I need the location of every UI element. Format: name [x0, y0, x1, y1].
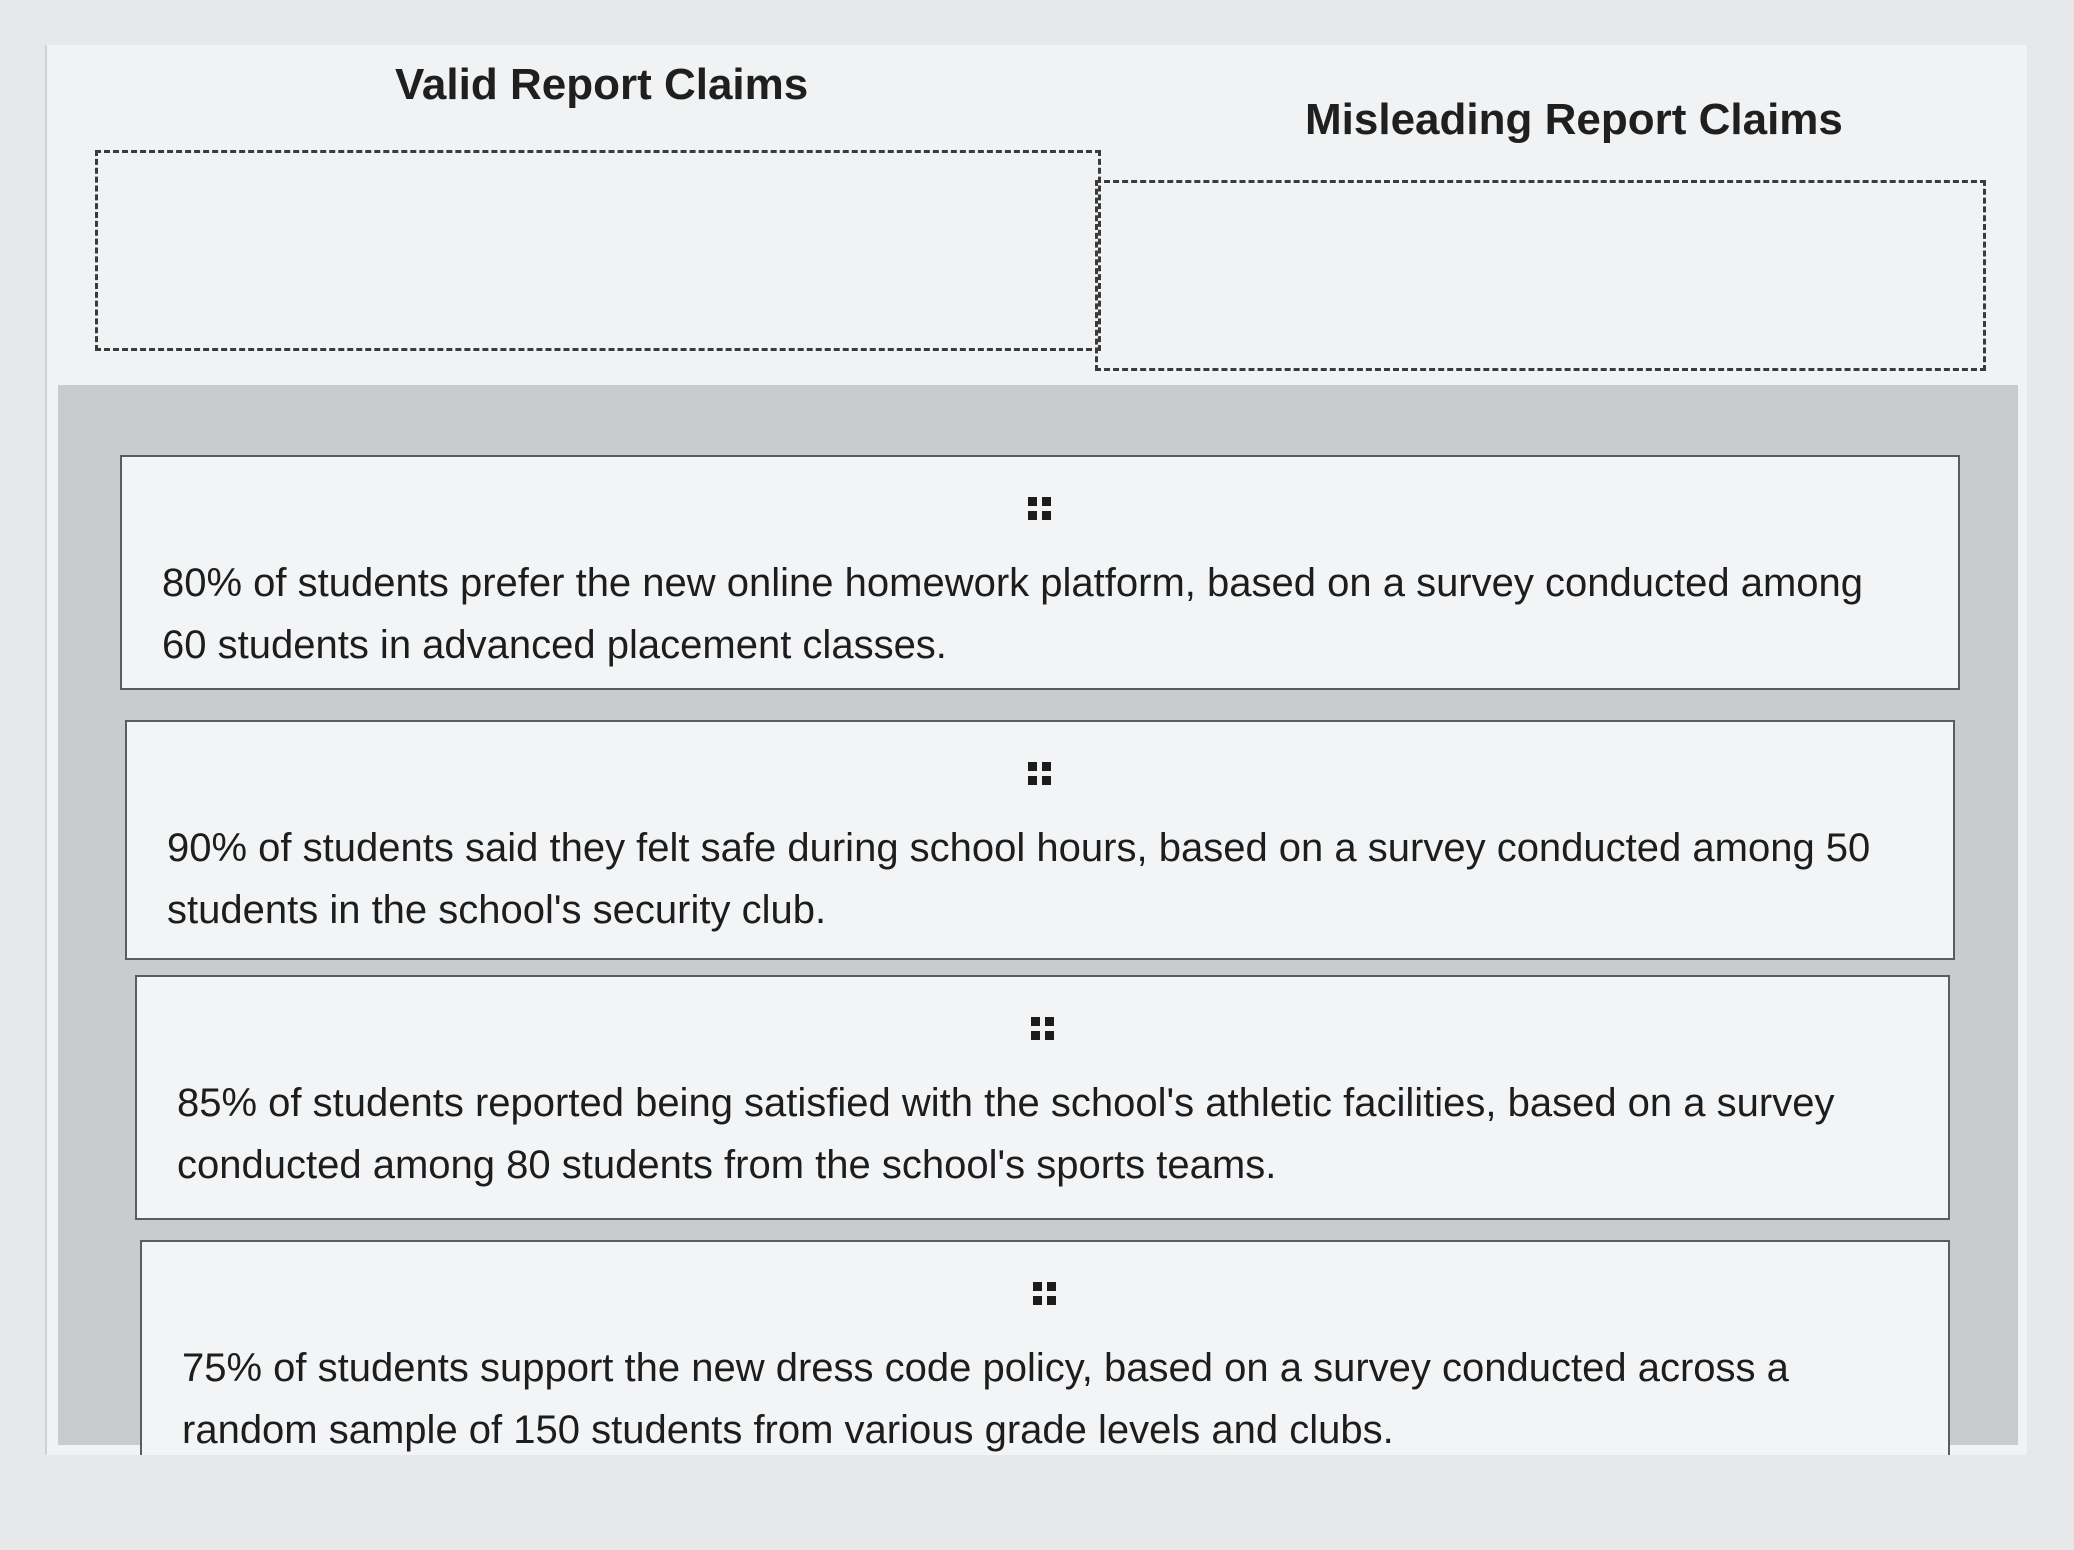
claim-text: 80% of students prefer the new online homework platform, based on a survey conducted among 60 students in advanced placement classes. [162, 561, 1863, 667]
claim-card[interactable] [125, 720, 1955, 960]
claim-card[interactable] [120, 455, 1960, 690]
claim-card[interactable] [135, 975, 1950, 1220]
misleading-claims-dropzone[interactable] [1095, 180, 1986, 371]
claim-text: 90% of students said they felt safe during school hours, based on a survey conducted among 50 students in the school's security club. [167, 826, 1871, 932]
claim-text: 85% of students reported being satisfied with the school's athletic facilities, based on a survey conducted among 80 students from the school's sports teams. [177, 1081, 1835, 1187]
claim-card[interactable] [140, 1240, 1950, 1455]
claim-text: 75% of students support the new dress code policy, based on a survey conducted across a random sample of 150 students from various grade levels and clubs. [182, 1346, 1789, 1452]
drag-handle-icon[interactable] [1028, 497, 1052, 521]
misleading-claims-title: Misleading Report Claims [1305, 95, 1843, 144]
drag-handle-icon[interactable] [1028, 762, 1052, 786]
drag-handle-icon[interactable] [1031, 1017, 1055, 1041]
drag-handle-icon[interactable] [1033, 1282, 1057, 1306]
valid-claims-dropzone[interactable] [95, 150, 1101, 351]
valid-claims-title: Valid Report Claims [395, 60, 809, 109]
